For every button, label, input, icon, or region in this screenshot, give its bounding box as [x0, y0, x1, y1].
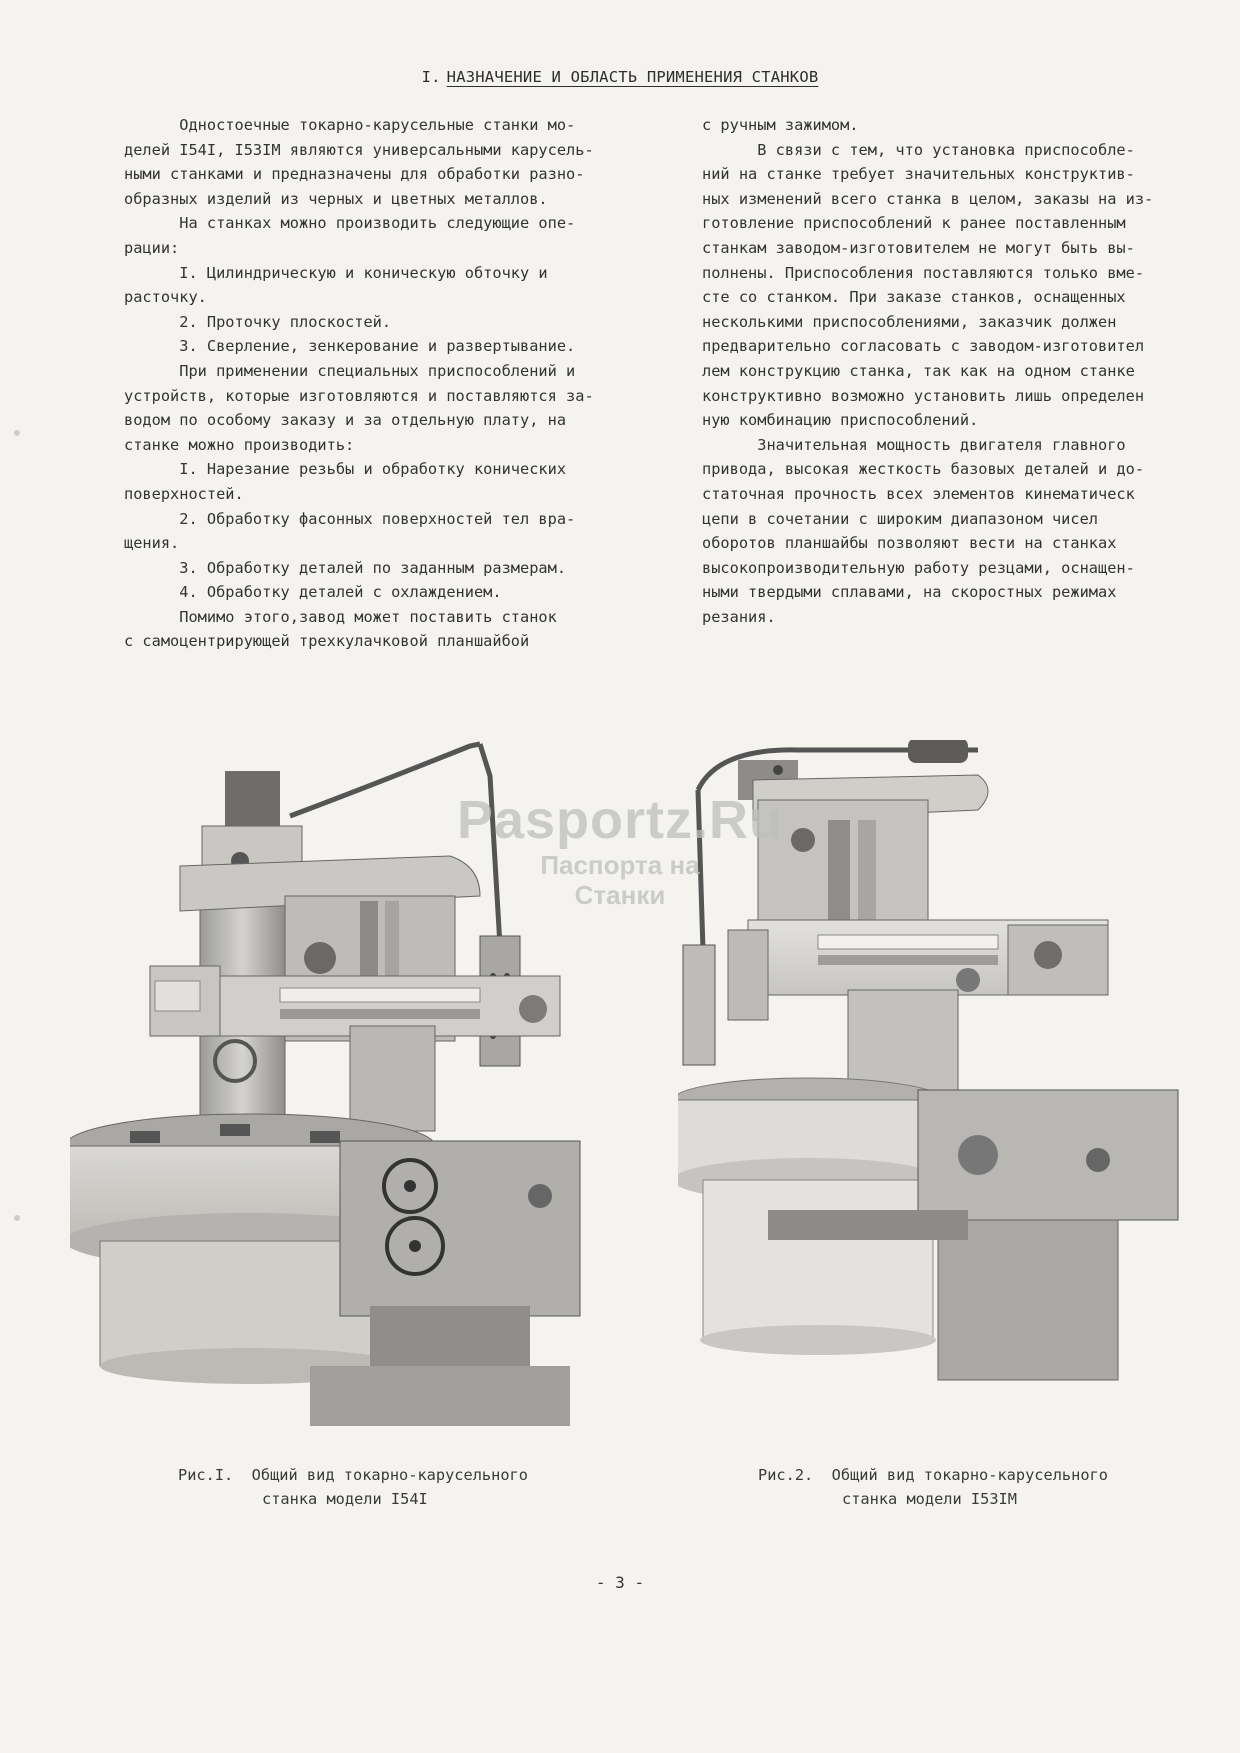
text-line: поверхностей. — [124, 484, 244, 503]
text-line: расточку. — [124, 288, 207, 307]
text-line: Значительная мощность двигателя главного — [702, 435, 1126, 454]
right-text-column — [702, 113, 1212, 629]
text-line: привода, высокая жесткость базовых деталей и до- — [702, 460, 1145, 479]
watermark — [400, 790, 840, 910]
text-line: оборотов планшайбы позволяют вести на станках — [702, 534, 1117, 553]
text-line: образных изделий из черных и цветных металлов. — [124, 189, 548, 208]
text-line: готовление приспособлений к ранее поставленным — [702, 214, 1126, 233]
text-line: резания. — [702, 607, 776, 626]
caption-line: станка модели I53IM — [842, 1490, 1017, 1508]
text-line: 2. Проточку плоскостей. — [124, 312, 392, 331]
text-line: ными твердыми сплавами, на скоростных режимах — [702, 583, 1117, 602]
text-line: предварительно согласовать с заводом-изготовител — [702, 337, 1145, 356]
text-line: 3. Сверление, зенкерование и развертывание. — [124, 337, 576, 356]
caption-line: Рис.2. Общий вид токарно-карусельного — [758, 1466, 1108, 1484]
text-line: сте со станком. При заказе станков, оснащенных — [702, 288, 1126, 307]
text-line: цепи в сочетании с широким диапазоном чисел — [702, 509, 1099, 528]
punch-hole — [14, 430, 20, 436]
figure-2-caption — [758, 1463, 1108, 1511]
text-line: рации: — [124, 238, 180, 257]
figure-1-caption — [178, 1463, 528, 1511]
text-line: 4. Обработку деталей с охлаждением. — [124, 583, 502, 602]
text-line: лем конструкцию станка, так как на одном станке — [702, 361, 1135, 380]
section-number: I. — [421, 68, 441, 86]
text-line: 2. Обработку фасонных поверхностей тел вра- — [124, 509, 576, 528]
text-line: высокопроизводительную работу резцами, оснащен- — [702, 558, 1135, 577]
page-number: - 3 - — [595, 1573, 645, 1592]
watermark-brand: Pasportz.Ru — [456, 790, 784, 850]
text-line: I. Цилиндрическую и коническую обточку и — [124, 263, 548, 282]
text-line: конструктивно возможно установить лишь определен — [702, 386, 1145, 405]
text-line: полнены. Приспособления поставляются только вме- — [702, 263, 1145, 282]
text-line: На станках можно производить следующие опе- — [124, 214, 576, 233]
section-heading — [0, 68, 1240, 86]
text-line: устройств, которые изготовляются и поставляются за- — [124, 386, 594, 405]
text-line: Помимо этого,завод может поставить станок — [124, 607, 557, 626]
text-line: 3. Обработку деталей по заданным размерам. — [124, 558, 567, 577]
text-line: ных изменений всего станка в целом, заказы на из- — [702, 189, 1154, 208]
text-line: В связи с тем, что установка приспособле- — [702, 140, 1135, 159]
text-line: несколькими приспособлениями, заказчик должен — [702, 312, 1117, 331]
watermark-subtitle-2: Станки — [574, 880, 666, 910]
text-line: делей I54I, I53IM являются универсальными карусель- — [124, 140, 594, 159]
text-line: станке можно производить: — [124, 435, 355, 454]
punch-hole — [14, 1215, 20, 1221]
section-title: НАЗНАЧЕНИЕ И ОБЛАСТЬ ПРИМЕНЕНИЯ СТАНКОВ — [446, 68, 819, 86]
watermark-subtitle-1: Паспорта на — [540, 850, 700, 880]
left-text-column — [124, 113, 664, 654]
text-line: водом по особому заказу и за отдельную плату, на — [124, 411, 567, 430]
caption-line: Рис.I. Общий вид токарно-карусельного — [178, 1466, 528, 1484]
text-line: с самоцентрирующей трехкулачковой планшайбой — [124, 632, 530, 651]
text-line: I. Нарезание резьбы и обработку конических — [124, 460, 567, 479]
text-line: ную комбинацию приспособлений. — [702, 411, 979, 430]
text-line: щения. — [124, 534, 180, 553]
text-line: станкам заводом-изготовителем не могут быть вы- — [702, 238, 1135, 257]
caption-line: станка модели I54I — [262, 1490, 428, 1508]
text-line: статочная прочность всех элементов кинематическ — [702, 484, 1135, 503]
text-line: ными станками и предназначены для обработки разно- — [124, 165, 585, 184]
text-line: Одностоечные токарно-карусельные станки мо- — [124, 116, 576, 134]
text-line: При применении специальных приспособлений и — [124, 361, 576, 380]
text-line: ний на станке требует значительных конструктив- — [702, 165, 1135, 184]
text-line: с ручным зажимом. — [702, 116, 859, 134]
